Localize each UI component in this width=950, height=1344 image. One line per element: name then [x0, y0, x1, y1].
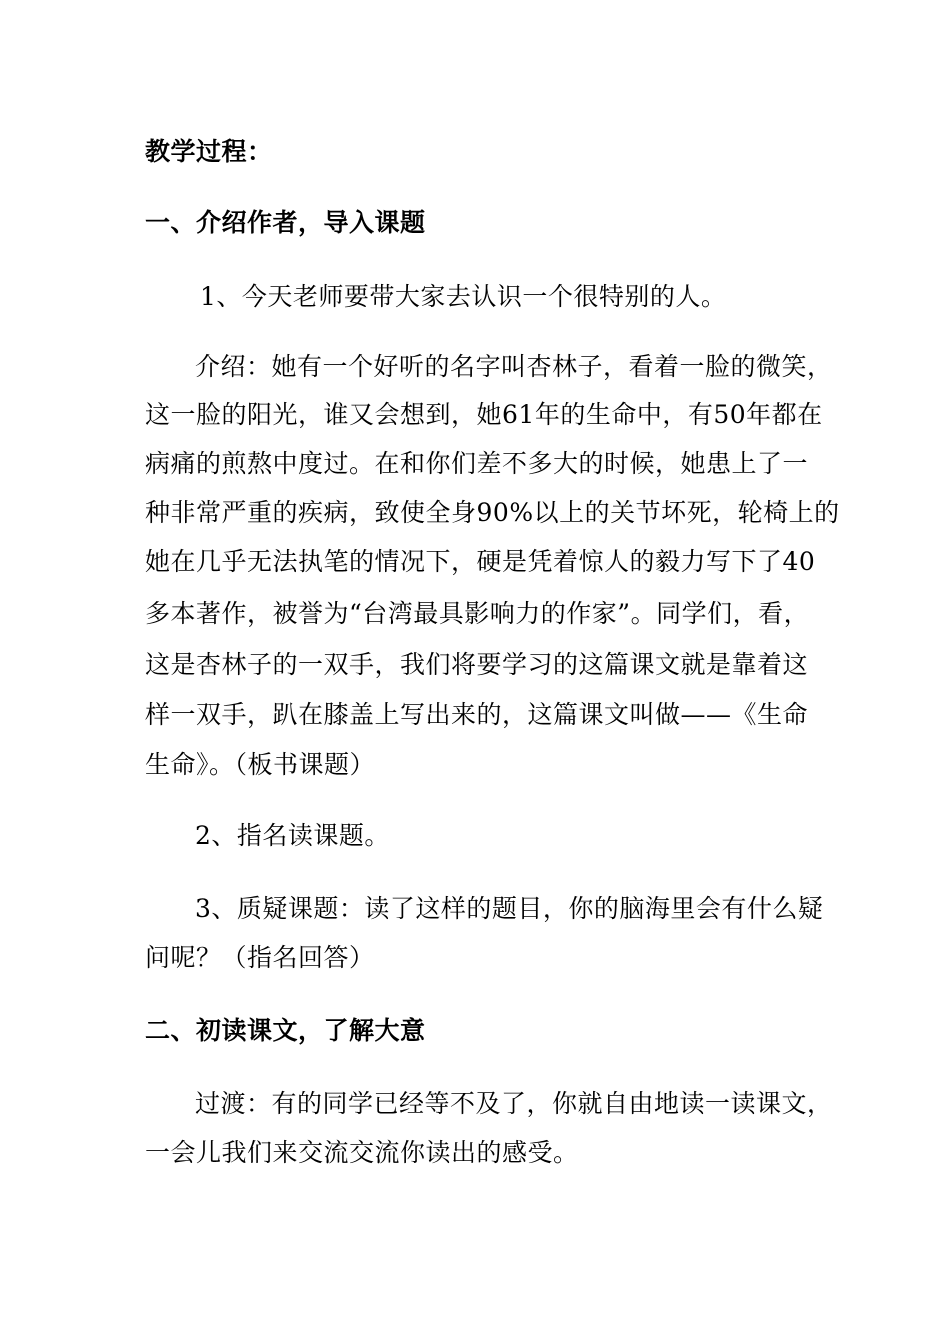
teaching-process-heading: 教学过程：: [145, 137, 273, 166]
intro-line-4: 种非常严重的疾病，致使全身90%以上的关节坏死，轮椅上的: [145, 498, 840, 527]
section2-title: 二、初读课文，了解大意: [145, 1016, 426, 1045]
section1-step1: 1、今天老师要带大家去认识一个很特别的人。: [200, 282, 727, 311]
intro-line-9: 生命》。（板书课题）: [145, 750, 376, 779]
intro-line-5: 她在几乎无法执笔的情况下，硬是凭着惊人的毅力写下了40: [145, 547, 816, 576]
section1-title: 一、介绍作者，导入课题: [145, 208, 426, 237]
transition-line-2: 一会儿我们来交流交流你读出的感受。: [145, 1138, 579, 1167]
intro-line-6: 多本著作，被誉为“台湾最具影响力的作家”。同学们，看，: [145, 599, 810, 628]
section1-step3-line-1: 3、质疑课题：读了这样的题目，你的脑海里会有什么疑: [195, 894, 824, 923]
intro-line-8: 样一双手，趴在膝盖上写出来的，这篇课文叫做——《生命: [145, 700, 809, 729]
section1-step3-line-2: 问呢？（指名回答）: [145, 943, 375, 972]
intro-line-1: 介绍：她有一个好听的名字叫杏林子，看着一脸的微笑，: [195, 352, 833, 381]
transition-line-1: 过渡：有的同学已经等不及了，你就自由地读一读课文，: [195, 1089, 833, 1118]
section1-step2: 2、指名读课题。: [195, 821, 390, 850]
intro-line-3: 病痛的煎熬中度过。在和你们差不多大的时候，她患上了一: [145, 449, 809, 478]
intro-line-7: 这是杏林子的一双手，我们将要学习的这篇课文就是靠着这: [145, 650, 809, 679]
intro-line-2: 这一脸的阳光，谁又会想到，她61年的生命中，有50年都在: [145, 400, 823, 429]
